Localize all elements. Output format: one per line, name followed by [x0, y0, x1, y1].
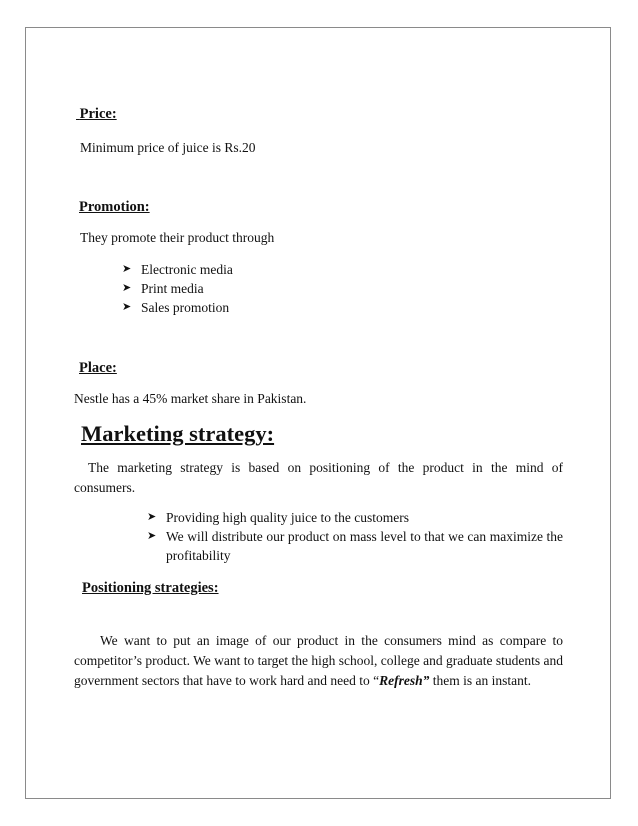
- list-item: ➤ We will distribute our product on mass level to that we can maximize the profitability: [147, 529, 563, 563]
- refresh-emphasis: Refresh”: [379, 673, 430, 688]
- marketing-heading: Marketing strategy:: [81, 421, 275, 446]
- arrow-bullet-icon: ➤: [122, 301, 132, 313]
- place-text: Nestle has a 45% market share in Pakistan.: [74, 391, 307, 406]
- promotion-bullet-list: [122, 260, 233, 317]
- positioning-paragraph: We want to put an image of our product in the consumers mind as compare to competitor’s product. We want to target the high school, college and graduate students and government sectors that have to work hard and need to “Refresh” them is an instant.: [74, 633, 563, 688]
- promotion-intro: They promote their product through: [80, 230, 275, 245]
- list-item: ➤ Sales promotion: [122, 300, 230, 315]
- price-text: Minimum price of juice is Rs.20: [80, 140, 256, 155]
- list-item: ➤ Electronic media: [122, 262, 233, 277]
- marketing-bullet-list: [147, 508, 563, 565]
- price-heading: Price:: [79, 106, 117, 122]
- list-item: ➤ Print media: [122, 281, 204, 296]
- arrow-bullet-icon: ➤: [147, 530, 157, 542]
- promotion-heading: Promotion:: [79, 199, 150, 215]
- positioning-heading: Positioning strategies:: [82, 580, 219, 596]
- marketing-intro: The marketing strategy is based on positioning of the product in the mind of consumers.: [74, 460, 563, 495]
- list-item: ➤ Providing high quality juice to the customers: [147, 510, 409, 525]
- arrow-bullet-icon: ➤: [122, 282, 132, 294]
- arrow-bullet-icon: ➤: [122, 263, 132, 275]
- place-heading: Place:: [79, 360, 117, 376]
- arrow-bullet-icon: ➤: [147, 511, 157, 523]
